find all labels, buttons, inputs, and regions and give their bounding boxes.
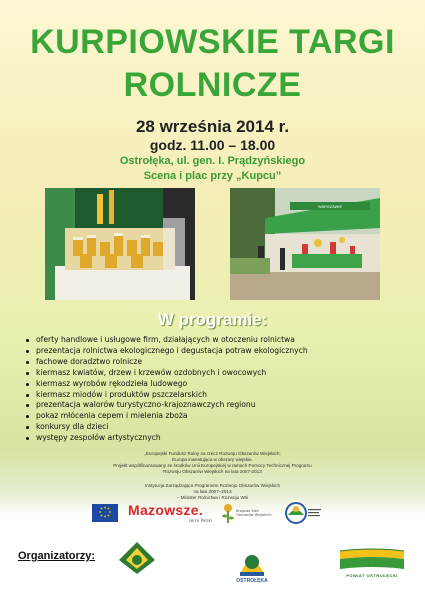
program-list (24, 335, 414, 444)
event-date: 28 września 2014 r. (135, 117, 290, 136)
mazowsze-logo (128, 503, 212, 525)
funding-note (0, 451, 425, 475)
program-heading: W programie: (157, 310, 268, 329)
institution-line: Instytucja Zarządzająca Programem Rozwoju Obszarów Wiejskich (144, 483, 281, 488)
powiat-logo (338, 545, 406, 581)
program-item: fachowe doradztwo rolnicze (24, 357, 414, 368)
event-venue: Scena i plac przy „Kupcu” (143, 170, 282, 182)
mazowsze-logo-text: Mazowsze. (128, 502, 204, 518)
program-item: występy zespołów artystycznych (24, 433, 414, 444)
mazowsze-logo-sub: serce Polski (188, 518, 212, 523)
program-item: oferty handlowe i usługowe firm, działających w otoczeniu rolnictwa (24, 335, 414, 346)
photo-honey-stall (45, 188, 195, 300)
program-item: kiermasz miodów i produktów pszczelarskich (24, 390, 414, 401)
program-item: prezentacja walorów turystyczno-krajoznawczych regionu (24, 400, 414, 411)
agriculture-advisory-logo (117, 540, 157, 576)
program-item: pokaz młócenia cepem i mielenia zboża (24, 411, 414, 422)
funding-line: Projekt współfinansowany ze środków Unii Europejskiej w ramach Pomocy Technicznej Programu (113, 463, 312, 468)
program-item: prezentacja rolnictwa ekologicznego i degustacja potraw ekologicznych (24, 346, 414, 357)
prow-logo (282, 501, 322, 525)
program-item: kiermasz wyrobów rękodzieła ludowego (24, 379, 414, 390)
tent-sign: WARSZAWIE (317, 204, 343, 209)
ksow-logo-text: Krajowa Sieć Obszarów Wiejskich (236, 509, 272, 517)
funding-line: Europa inwestująca w obszary wiejskie. (172, 457, 253, 462)
event-address: Ostrołęka, ul. gen. I. Prądzyńskiego (119, 155, 306, 167)
funding-line: Rozwoju Obszarów Wiejskich na lata 2007-2013 (163, 469, 262, 474)
ostroleka-logo (232, 546, 272, 586)
ksow-logo (220, 502, 274, 524)
funding-line: „Europejski Fundusz Rolny na rzecz Rozwoju Obszarów Wiejskich; (144, 451, 281, 456)
eu-flag-logo (92, 504, 118, 522)
photo-fair-tents (230, 188, 380, 300)
institution-line: na lata 2007–2013 (193, 489, 232, 494)
powiat-logo-text: POWIAT OSTROŁĘCKI (346, 573, 398, 578)
ostroleka-logo-text: OSTROŁĘKA (236, 578, 268, 584)
institution-line: – Minister Rolnictwa i Rozwoju Wsi (176, 495, 249, 500)
title-line-1: KURPIOWSKIE TARGI (30, 23, 395, 61)
title-line-2: ROLNICZE (123, 66, 302, 104)
event-hours: godz. 11.00 – 18.00 (149, 137, 276, 153)
program-item: konkursy dla dzieci (24, 422, 414, 433)
program-item: kiermasz kwiatów, drzew i krzewów ozdobnych i owocowych (24, 368, 414, 379)
organizers-label: Organizatorzy: (18, 550, 96, 562)
institution-note (0, 483, 425, 501)
